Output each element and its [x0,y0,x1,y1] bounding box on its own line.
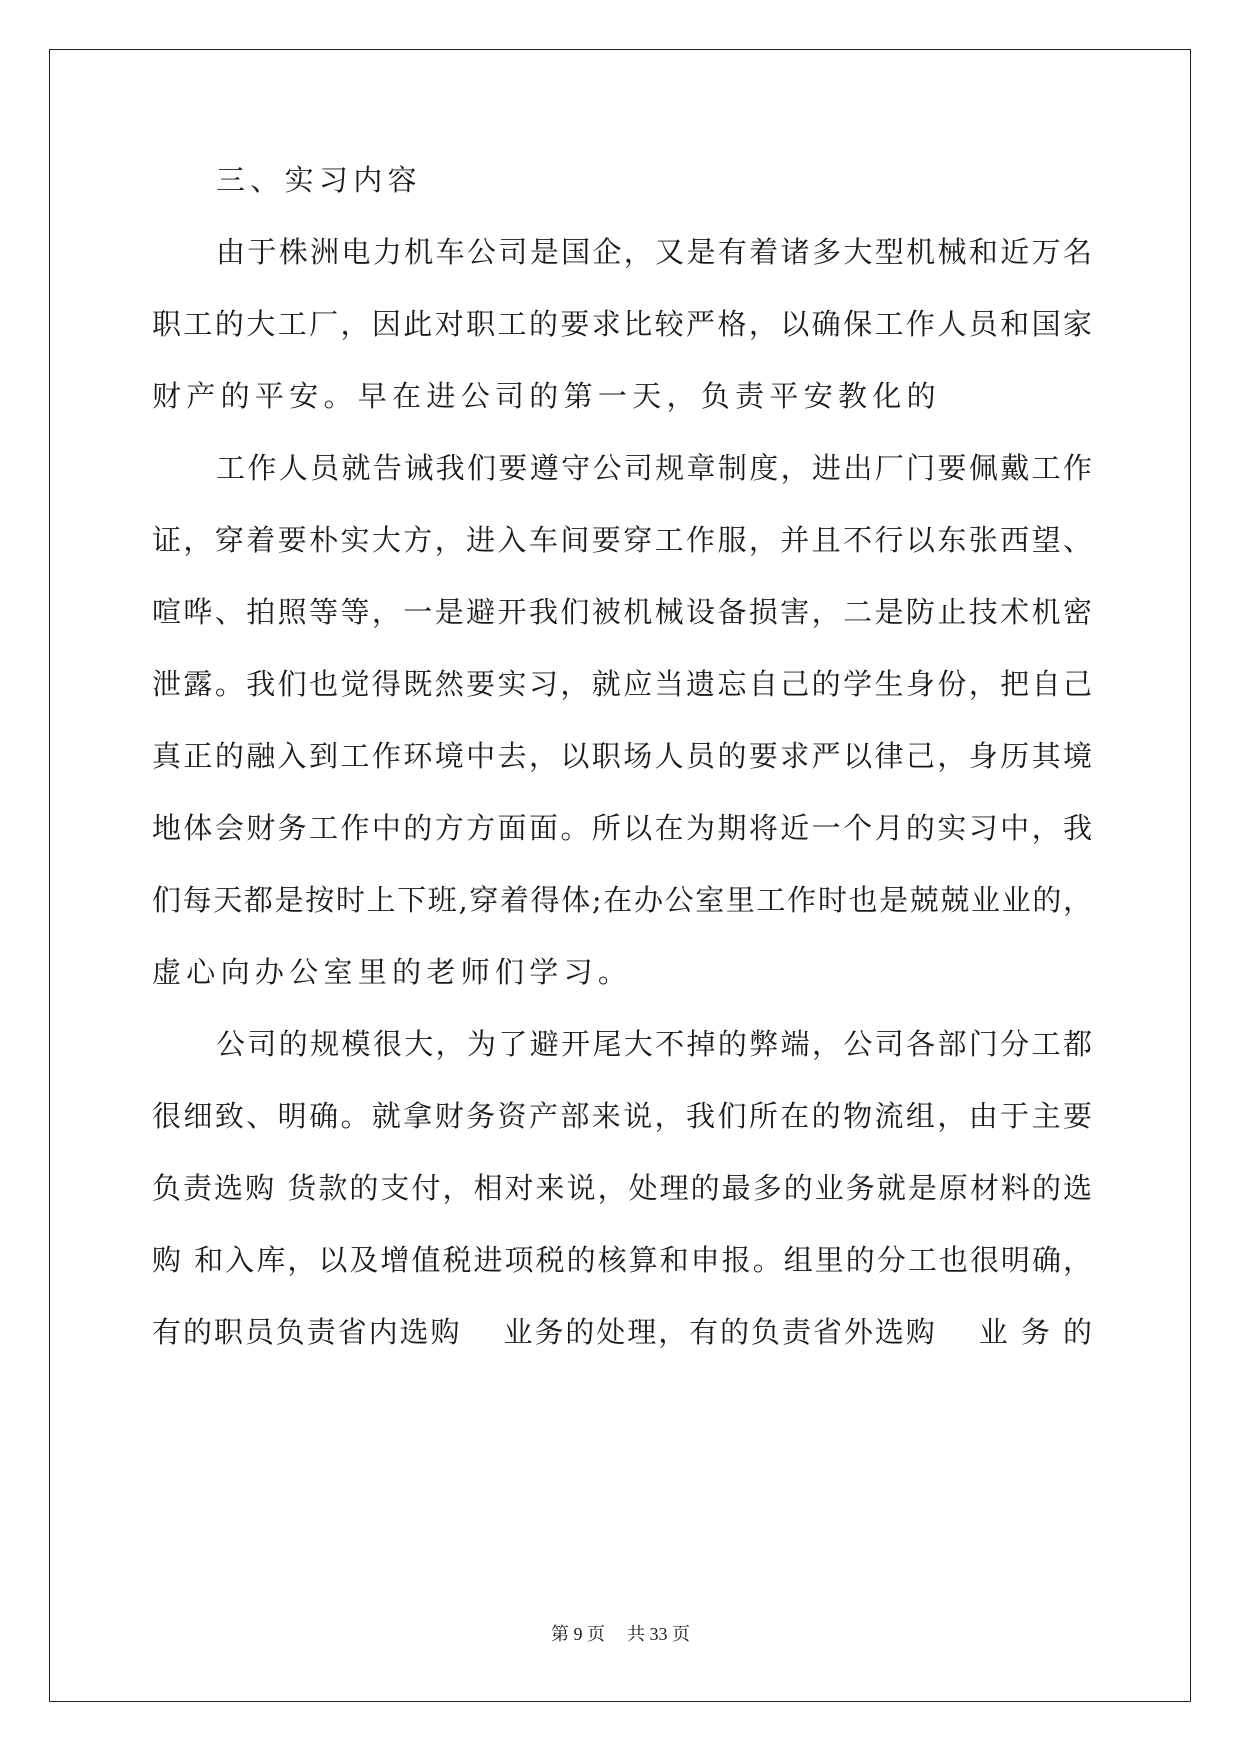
paragraph-line: 购 和入库，以及增值税进项税的核算和申报。组里的分工也很明确， [152,1243,1092,1277]
paragraph-line: 虚心向办公室里的老师们学习。 [152,955,633,989]
paragraph-line: 证，穿着要朴实大方，进入车间要穿工作服，并且不行以东张西望、 [152,523,1092,557]
page-border [49,49,1191,1702]
paragraph-line: 真正的融入到工作环境中去，以职场人员的要求严以律己，身历其境 [152,739,1092,773]
paragraph-line: 喧哗、拍照等等，一是避开我们被机械设备损害，二是防止技术机密 [152,595,1092,629]
page-footer [0,1622,1241,1646]
paragraph-line: 公司的规模很大，为了避开尾大不掉的弊端，公司各部门分工都 [216,1027,1092,1061]
paragraph-line: 工作人员就告诫我们要遵守公司规章制度，进出厂门要佩戴工作 [216,451,1092,485]
paragraph-line: 负责选购 货款的支付，相对来说，处理的最多的业务就是原材料的选 [152,1171,1092,1205]
paragraph-line: 由于株洲电力机车公司是国企，又是有着诸多大型机械和近万名 [216,235,1092,269]
section-heading: 三、实习内容 [216,163,422,197]
paragraph-line: 财产的平安。早在进公司的第一天，负责平安教化的 [152,379,941,413]
paragraph-line: 有的职员负责省内选购 业务的处理，有的负责省外选购 业 务 的 [152,1315,1092,1349]
page-number: 第 9 页 [551,1624,605,1644]
paragraph-line: 们每天都是按时上下班,穿着得体;在办公室里工作时也是兢兢业业的， [152,883,1092,917]
paragraph-line: 地体会财务工作中的方方面面。所以在为期将近一个月的实习中，我 [152,811,1092,845]
page-total: 共 33 页 [627,1624,690,1644]
paragraph-line: 泄露。我们也觉得既然要实习，就应当遗忘自己的学生身份，把自己 [152,667,1092,701]
paragraph-line: 职工的大工厂，因此对职工的要求比较严格，以确保工作人员和国家 [152,307,1092,341]
paragraph-line: 很细致、明确。就拿财务资产部来说，我们所在的物流组，由于主要 [152,1099,1092,1133]
